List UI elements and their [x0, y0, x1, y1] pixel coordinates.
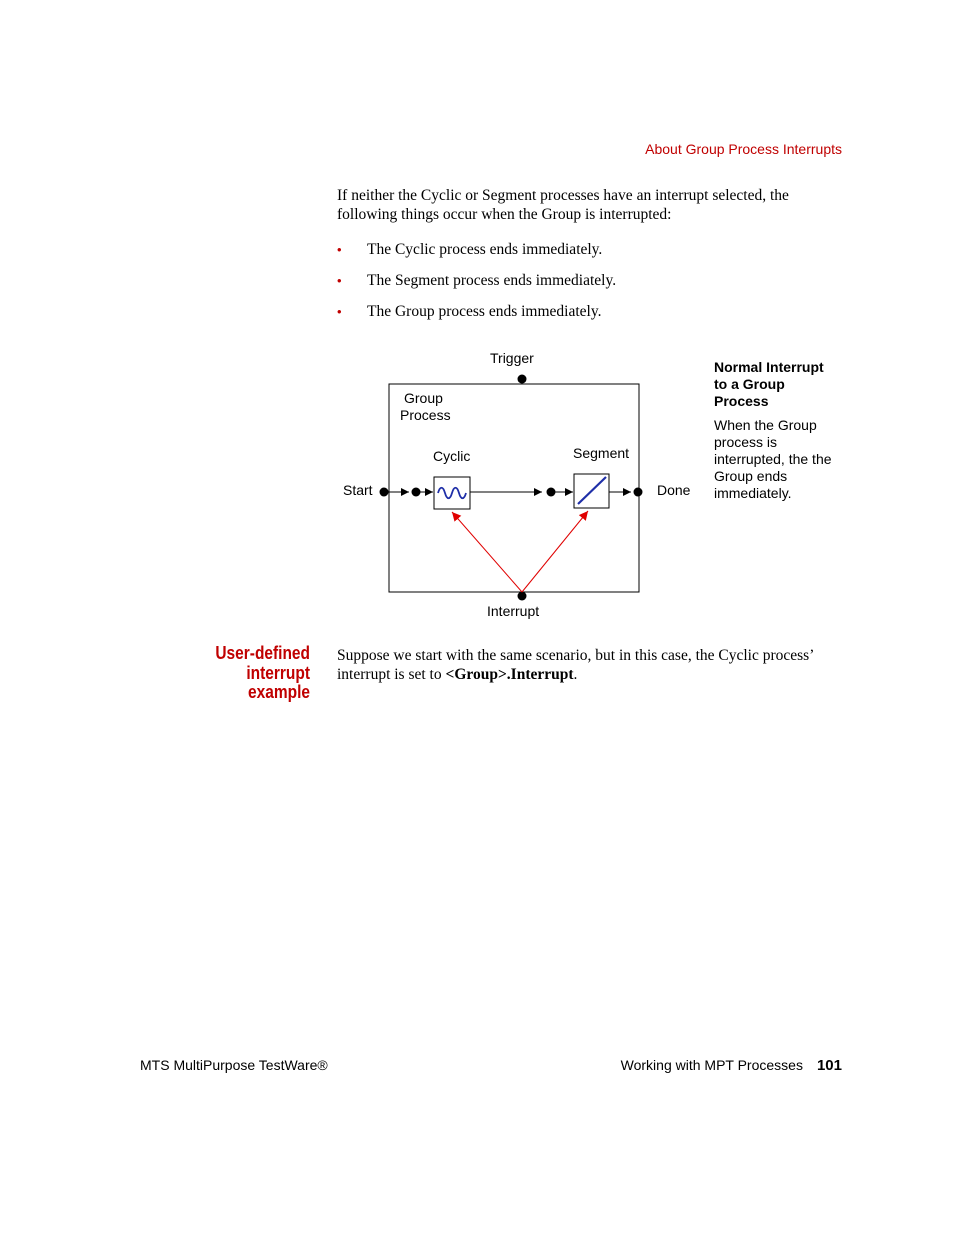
- trigger-dot: [518, 375, 527, 384]
- intro-paragraph: If neither the Cyclic or Segment processes have an interrupt selected, the following things occur when the Group is interrupted:: [337, 187, 789, 223]
- done-dot: [634, 488, 643, 497]
- section-heading-line1: User-defined interrupt: [215, 643, 310, 683]
- cyclic-input-dot: [412, 488, 421, 497]
- caption-title: Normal Interrupt to a Group Process: [714, 359, 824, 409]
- footer-chapter: Working with MPT Processes: [620, 1057, 803, 1073]
- interrupt-dot: [518, 592, 527, 601]
- cyclic-label: Cyclic: [433, 448, 471, 464]
- list-item: [337, 302, 817, 333]
- bullet-list: [337, 240, 817, 333]
- section-text-end: .: [573, 666, 578, 683]
- section-heading: [155, 644, 310, 703]
- section-paragraph: [337, 646, 827, 684]
- list-item-text: The Cyclic process ends immediately.: [367, 241, 603, 258]
- bullet-icon: •: [337, 273, 342, 288]
- interrupt-setting: <Group>.Interrupt: [445, 666, 574, 683]
- list-item: [337, 240, 817, 271]
- group-process-diagram: [330, 340, 710, 630]
- group-label-line1: Group: [404, 390, 443, 406]
- interrupt-to-segment-arrow: [522, 511, 588, 592]
- bullet-icon: •: [337, 304, 342, 319]
- diagram-canvas: [330, 340, 710, 630]
- segment-label: Segment: [573, 445, 630, 461]
- section-heading-line2: example: [248, 682, 310, 702]
- section-text: Suppose we start with the same scenario, but in this case, the Cyclic process’ interrupt is set to: [337, 647, 814, 683]
- list-item: [337, 271, 817, 302]
- footer-product: MTS MultiPurpose TestWare®: [140, 1057, 328, 1073]
- list-item-text: The Group process ends immediately.: [367, 303, 602, 320]
- caption-body: When the Group process is interrupted, the the Group ends immediately.: [714, 417, 832, 501]
- interrupt-label: Interrupt: [487, 603, 540, 619]
- trigger-label: Trigger: [490, 350, 534, 366]
- figure-caption: [714, 359, 839, 502]
- footer-right: [560, 1057, 842, 1074]
- page-number: 101: [816, 1057, 842, 1074]
- interrupt-to-cyclic-arrow: [452, 512, 522, 592]
- group-label-line2: Process: [400, 407, 451, 423]
- bullet-icon: •: [337, 242, 342, 257]
- segment-input-dot: [547, 488, 556, 497]
- running-header: About Group Process Interrupts: [645, 141, 842, 157]
- list-item-text: The Segment process ends immediately.: [367, 272, 617, 289]
- start-dot: [380, 488, 389, 497]
- start-label: Start: [343, 482, 373, 498]
- done-label: Done: [657, 482, 691, 498]
